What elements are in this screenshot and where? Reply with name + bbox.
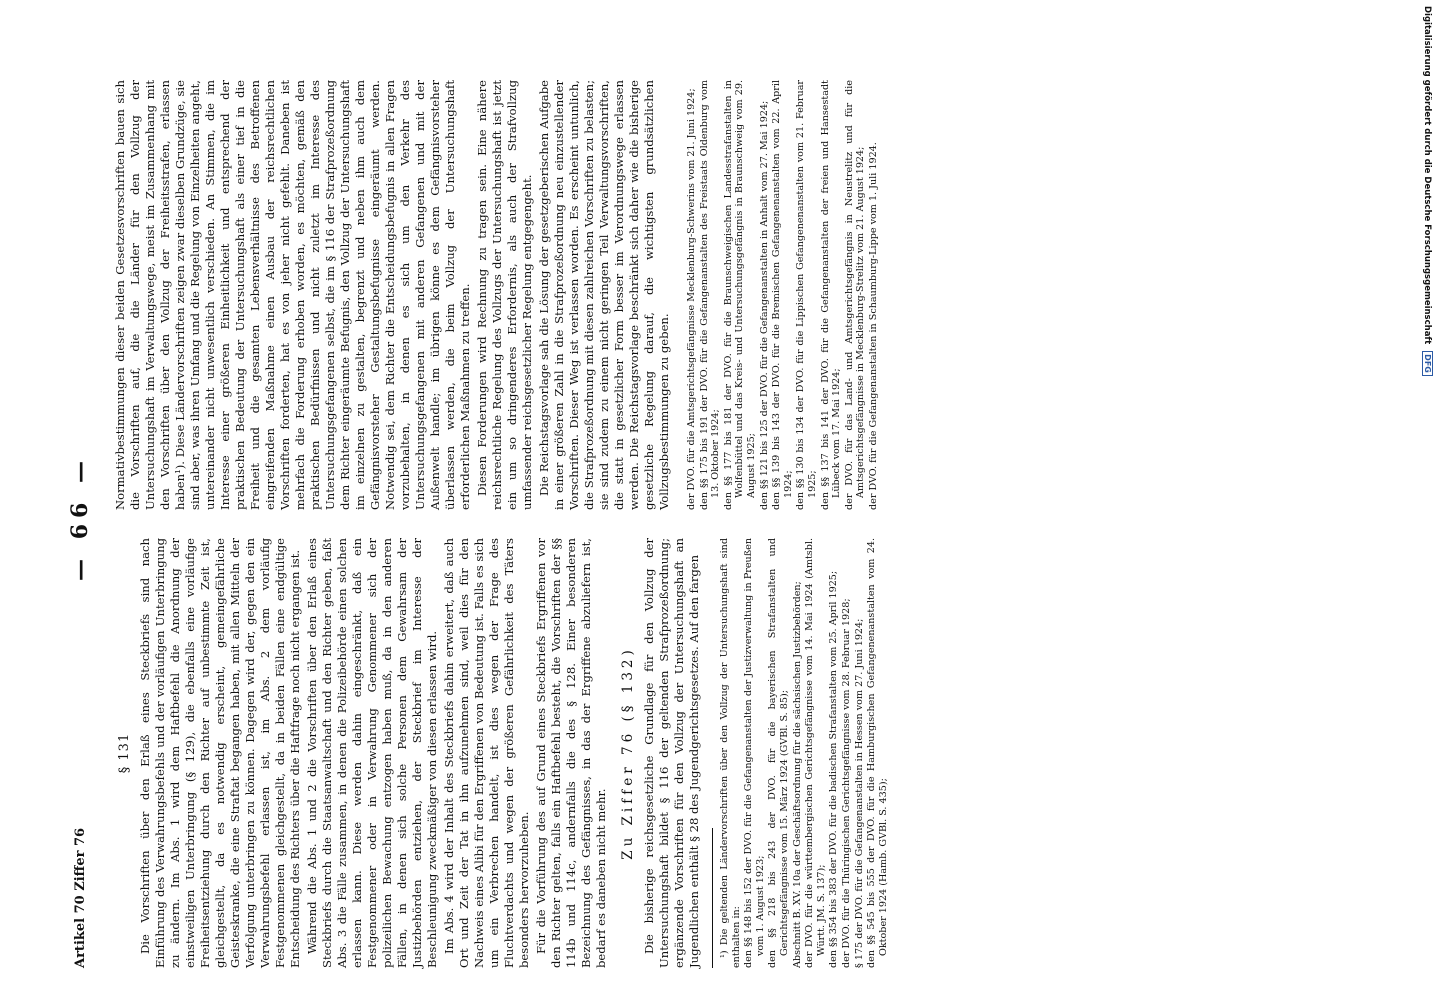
footnote-line: ¹) Die geltenden Ländervorschriften über den Vollzug der Untersuchungshaft sind enthalten in: — [719, 538, 742, 968]
section-heading-ziffer-76: Zu Ziffer 76 (§ 132) — [620, 646, 636, 860]
paragraph: Während die Abs. 1 und 2 die Vorschriften über den Erlaß eines Steckbriefs durch die Staatsanwaltschaft und den Richter geben, faßt Abs. 3 die Fälle zusammen, in denen die Polizeibehörde einen solchen erlassen kann. Diese werden dahin eingeschränkt, daß ein Festgenommener oder in Verwahrung Genommener sich der polizeilichen Bewachung entzogen haben muß, da in den anderen Fällen, in denen sich solche Personen dem Gewahrsam der Justizbehörden entziehen, der Steckbrief im Interesse der Beschleunigung zweckmäßiger von diesen erlassen wird. — [305, 538, 439, 968]
footnote-line: den §§ 148 bis 152 der DVO. für die Gefangenanstalten der Justizverwaltung in Preußen vom 1. August 1923; — [743, 538, 766, 968]
footnote-divider — [712, 828, 713, 968]
paragraph: Die Reichstagsvorlage sah die Lösung der gesetzgeberischen Aufgabe in einer größeren Zahl in die Strafprozeßordnung neu einzustellender Vorschriften. Dieser Weg ist verlassen worden. Es erscheint untunlich, die Strafprozeßordnung mit diesen zahlreichen Vorschriften zu belasten; sie sind zudem zu einem nicht geringen Teil Verwaltungsvorschriften, die statt in gesetzlicher Form besser im Verordnungswege erlassen werden. Die Reichstagsvorlage beschränkt sich daher wie die bisherige gesetzliche Regelung darauf, die wichtigsten grundsätzlichen Vollzugsbestimmungen zu geben. — [537, 80, 671, 510]
paragraph: Normativbestimmungen dieser beiden Gesetzesvorschriften bauen sich die Vorschriften auf, die die Länder für den Vollzug der Untersuchungshaft im Verwaltungswege, meist im Zusammenhang mit den Vorschriften über den Vollzug der Freiheitsstrafen, erlassen haben¹). Diese Ländervorschriften zeigen zwar dieselben Grundzüge, sie sind aber, was ihren Umfang und die Regelung von Einzelheiten angeht, untereinander nicht unwesentlich verschieden. An Stimmen, die im Interesse einer größeren Einheitlichkeit und entsprechend der praktischen Bedeutung der Untersuchungshaft als einer tief in die Freiheit und die gesamten Lebensverhältnisse des Betroffenen eingreifenden Maßnahme einen Ausbau der reichsrechtlichen Vorschriften forderten, hat es von jeher nicht gefehlt. Daneben ist mehrfach die Forderung erhoben worden, es möchten, gemäß den praktischen Bedürfnissen und nicht zuletzt im Interesse des Untersuchungsgefangenen selbst, die im § 116 der Strafprozeßordnung dem Richter eingeräumte Befugnis, den Vollzug der Untersuchungshaft im einzelnen zu gestalten, begrenzt und neben ihm auch dem Gefängnisvorsteher Gestaltungsbefugnisse eingeräumt werden. Notwendig sei, dem Richter die Entscheidungsbefugnis in allen Fragen vorzubehalten, in denen es sich um den Verkehr des Untersuchungsgefangenen mit anderen Gefangenen und mit der Außenwelt handle; im übrigen könne es dem Gefängnisvorsteher überlassen werden, die beim Vollzug der Untersuchungshaft erforderlichen Maßnahmen zu treffen. — [113, 80, 472, 510]
footnote-line: § 175 der DVO. für die Gefangenanstalten in Hessen vom 27. Juni 1924; — [853, 618, 865, 968]
footnote-line: den §§ 121 bis 125 der DVO. für die Gefangenanstalten in Anhalt vom 27. Mai 1924; — [758, 100, 770, 510]
footnote-line: der DVO. für das Land- und Amtsgerichtsgefängnis in Neustrelitz und für die Amtsgerichtsgefängnisse in Mecklenburg-Strelitz vom 21. August 1924; — [843, 80, 867, 510]
paragraph: Die Vorschriften über den Erlaß eines Steckbriefs sind nach Einführung des Verwahrungsbefehls und der vorläufigen Unterbringung zu ändern. Im Abs. 1 wird dem Haftbefehl die Anordnung der einstweiligen Unterbringung (§ 129), die ebenfalls eine vorläufige Freiheitsentziehung durch den Richter auf unbestimmte Zeit ist, gleichgestellt, da es notwendig erscheint, gemeingefährliche Geisteskranke, die eine Straftat begangen haben, mit allen Mitteln der Verfolgung unterbringen zu können. Dagegen wird der, gegen den ein Verwahrungsbefehl erlassen ist, im Abs. 2 dem vorläufig Festgenommenen gleichgestellt, da in beiden Fällen eine endgültige Entscheidung des Richters über die Haftfrage noch nicht ergangen ist. — [138, 538, 302, 968]
paragraph: Im Abs. 4 wird der Inhalt des Steckbriefs dahin erweitert, daß auch Ort und Zeit der Tat in ihn aufzunehmen sind, weil dies für den Nachweis eines Alibi für den Ergriffenen von Bedeutung ist. Falls es sich um ein Verbrechen handelt, ist dies wegen der Frage des Fluchtverdachts und wegen der größeren Gefährlichkeit des Täters besonders hervorzuheben. — [442, 538, 531, 968]
dfg-logo: DFG — [1422, 351, 1433, 376]
section-heading-131: § 131 — [117, 732, 132, 774]
footnote-line: den §§ 354 bis 383 der DVO. für die badischen Strafanstalten vom 25. April 1925; — [828, 570, 840, 968]
footnote-line: den §§ 175 bis 191 der DVO. für die Gefangenanstalten des Freistaats Oldenburg vom 13. Oktober 1924; — [698, 80, 722, 510]
footnote-line: den §§ 130 bis 134 der DVO. für die Lippischen Gefangenenanstalten vom 21. Februar 1925; — [795, 80, 818, 510]
digitization-credit — [1420, 2, 1434, 1000]
paragraph: Diesen Forderungen wird Rechnung zu tragen sein. Eine nähere reichsrechtliche Regelung des Vollzugs der Untersuchungshaft ist jetzt ein um so dringenderes Erfordernis, als auch der Strafvollzug umfassender reichsgesetzlicher Regelung entgegengeht. — [475, 80, 534, 510]
running-header: Artikel 70 Ziffer 76 — [73, 827, 88, 968]
footnote-line: der DVO. für die Gefangenanstalten in Schaumburg-Lippe vom 1. Juli 1924. — [867, 142, 879, 510]
page-number: — 66 — — [67, 455, 93, 581]
footnote-line: der DVO. für die Thüringischen Gerichtsgefängnisse vom 28. Februar 1928; — [840, 598, 852, 968]
footnote-line: den §§ 137 bis 141 der DVO. für die Gefangenanstalten der freien und Hansestadt Lübeck vom 17. Mai 1924; — [819, 80, 843, 510]
footnote-line: der DVO. für die Amtsgerichtsgefängnisse Mecklenburg-Schwerins vom 21. Juni 1924; — [686, 88, 697, 510]
document-page — [67, 68, 1277, 968]
footnote-line: den §§ 139 bis 143 der DVO. für die Bremischen Gefangenenanstalten vom 22. April 1924; — [771, 80, 794, 510]
left-column — [113, 538, 890, 968]
right-column — [113, 80, 881, 510]
footnote-line: den §§ 218 bis 243 der DVO. für die bayerischen Strafanstalten und Gerichtsgefängnisse vom 15. März 1924 (GVBl. S. 85); — [767, 538, 790, 968]
paragraph: Die bisherige reichsgesetzliche Grundlage für den Vollzug der Untersuchungshaft bildet § 116 der geltenden Strafprozeßordnung; ergänzende Vorschriften für den Vollzug der Untersuchungshaft an Jugendlichen enthält § 28 des Jugendgerichtsgesetzes. Auf den fargen — [642, 538, 701, 968]
footnote-line: Abschnitt B. XV. 10a der Geschäftsordnung für die sächsischen Justizbehörden; — [791, 581, 803, 968]
footnote-line: den §§ 177 bis 181 der DVO. für die Braunschweigischen Landesstrafanstalten in Wolfenbüttel und das Kreis- und Untersuchungsgefängnis in Braunschweig vom 29. August 1925; — [722, 80, 757, 510]
footnotes-right — [686, 80, 880, 510]
credit-text: Digitalisierung gefördert durch die Deutsche Forschungsgemeinschaft — [1422, 6, 1432, 345]
footnotes-left — [719, 538, 889, 968]
paragraph: Für die Vorführung des auf Grund eines Steckbriefs Ergriffenen vor den Richter gelten, falls ein Haftbefehl besteht, die Vorschriften der §§ 114b und 114c, andernfalls die des § 128. Einer besonderen Bezeichnung des Gefängnisses, in das der Ergriffene abzuliefern ist, bedarf es daneben nicht mehr. — [534, 538, 608, 968]
footnote-line: der DVO. für die württembergischen Gerichtsgefängnisse vom 14. Mai 1924 (Amtsbl. Württ. JM. S. 137); — [804, 538, 827, 968]
footnote-line: den §§ 545 bis 555 der DVO. für die Hamburgischen Gefangenenanstalten vom 24. Oktober 1924 (Hamb. GVBl. S. 435); — [866, 538, 889, 968]
